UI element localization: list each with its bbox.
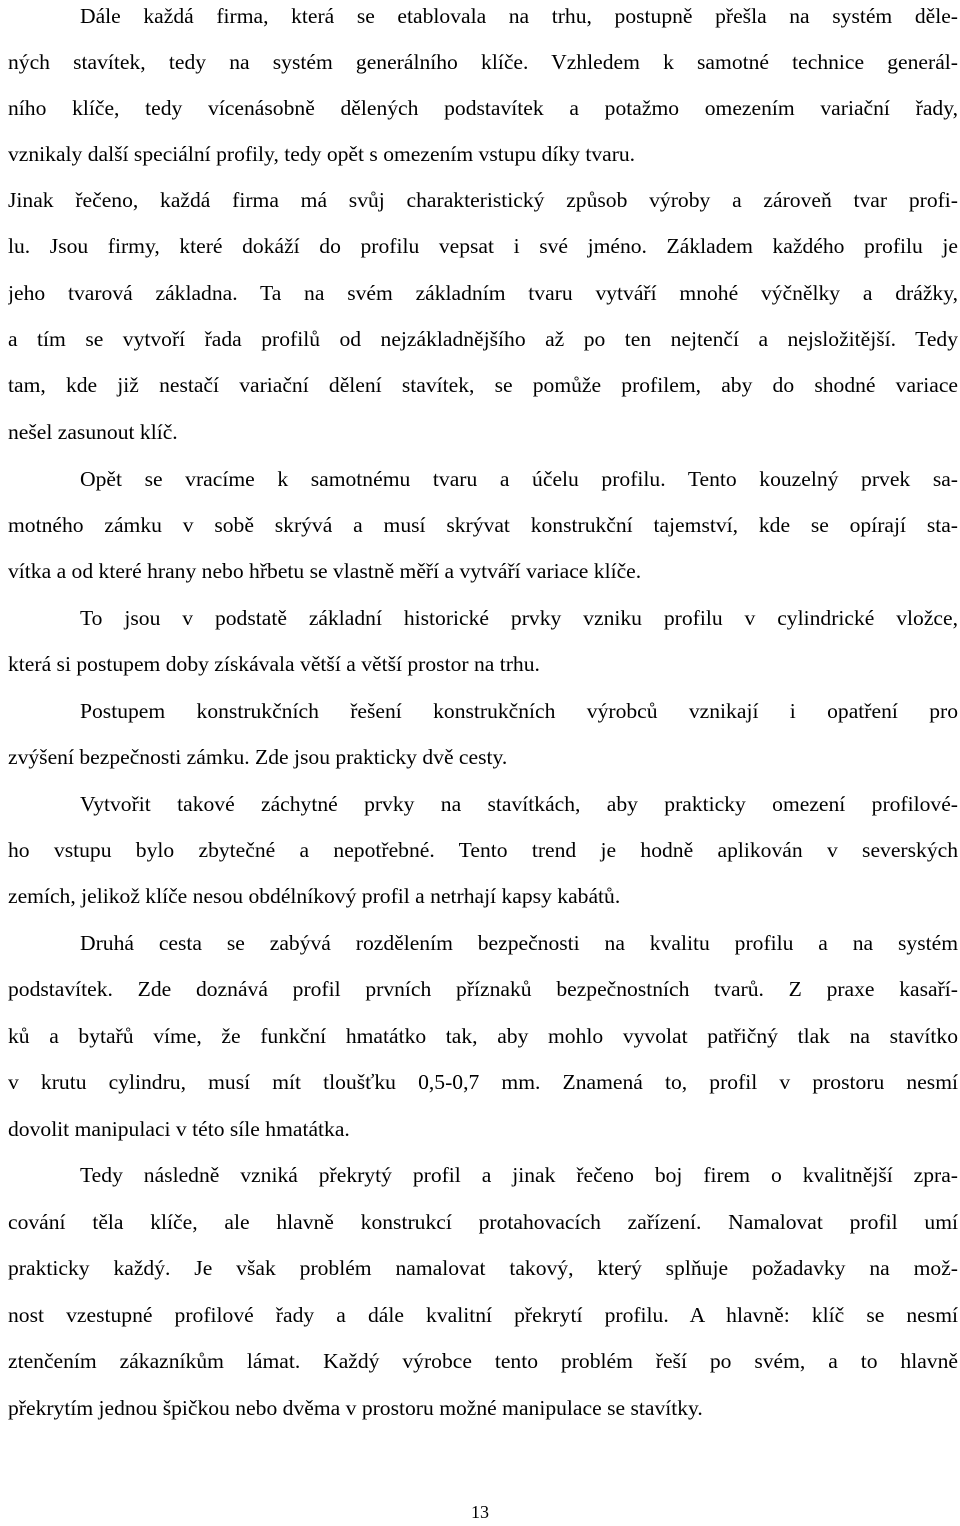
- text-line: zemích, jelikož klíče nesou obdélníkový profil a netrhají kapsy kabátů.: [8, 884, 621, 908]
- text-line: ního klíče, tedy vícenásobně dělených podstavítek a potažmo omezením variační řady,: [8, 96, 958, 120]
- text-line: která si postupem doby získávala větší a větší prostor na trhu.: [8, 652, 540, 676]
- text-line: Jinak řečeno, každá firma má svůj charakteristický způsob výroby a zároveň tvar profi-: [8, 188, 958, 212]
- text-line: dovolit manipulaci v této síle hmatátka.: [8, 1117, 350, 1141]
- text-line: ho vstupu bylo zbytečné a nepotřebné. Tento trend je hodně aplikován v severských: [8, 838, 958, 862]
- text-line: motného zámku v sobě skrývá a musí skrývat konstrukční tajemství, kde se opírají sta-: [8, 513, 958, 537]
- text-line: Opět se vracíme k samotnému tvaru a účelu profilu. Tento kouzelný prvek sa-: [80, 467, 958, 491]
- text-line: nešel zasunout klíč.: [8, 420, 178, 444]
- text-line: v krutu cylindru, musí mít tloušťku 0,5-0,7 mm. Znamená to, profil v prostoru nesmí: [8, 1070, 958, 1094]
- text-line: Dále každá firma, která se etablovala na trhu, postupně přešla na systém děle-: [80, 4, 958, 28]
- text-line: ztenčením zákazníkům lámat. Každý výrobce tento problém řeší po svém, a to hlavně: [8, 1349, 958, 1373]
- text-line: a tím se vytvoří řada profilů od nejzákladnějšího až po ten nejtenčí a nejsložitější. Tedy: [8, 327, 958, 351]
- text-line: Postupem konstrukčních řešení konstrukčních výrobců vznikají i opatření pro: [80, 699, 958, 723]
- text-line: jeho tvarová základna. Ta na svém základním tvaru vytváří mnohé výčnělky a drážky,: [8, 281, 958, 305]
- text-line: ků a bytařů víme, že funkční hmatátko tak, aby mohlo vyvolat patřičný tlak na stavítko: [8, 1024, 958, 1048]
- text-line: To jsou v podstatě základní historické prvky vzniku profilu v cylindrické vložce,: [80, 606, 958, 630]
- text-line: zvýšení bezpečnosti zámku. Zde jsou prakticky dvě cesty.: [8, 745, 508, 769]
- text-line: vítka a od které hrany nebo hřbetu se vlastně měří a vytváří variace klíče.: [8, 559, 642, 583]
- text-line: podstavítek. Zde doznává profil prvních příznaků bezpečnostních tvarů. Z praxe kasaří-: [8, 977, 958, 1001]
- text-line: lu. Jsou firmy, které dokáží do profilu vepsat i své jméno. Základem každého profilu je: [8, 234, 958, 258]
- text-line: nost vzestupné profilové řady a dále kvalitní překrytí profilu. A hlavně: klíč se nesmí: [8, 1303, 958, 1327]
- text-line: Druhá cesta se zabývá rozdělením bezpečnosti na kvalitu profilu a na systém: [80, 931, 958, 955]
- text-line: Vytvořit takové záchytné prvky na stavítkách, aby prakticky omezení profilové-: [80, 792, 958, 816]
- text-line: cování těla klíče, ale hlavně konstrukcí protahovacích zařízení. Namalovat profil umí: [8, 1210, 958, 1234]
- text-line: prakticky každý. Je však problém namalovat takový, který splňuje požadavky na mož-: [8, 1256, 958, 1280]
- text-line: překrytím jednou špičkou nebo dvěma v prostoru možné manipulace se stavítky.: [8, 1396, 703, 1420]
- text-line: Tedy následně vzniká překrytý profil a jinak řečeno boj firem o kvalitnější zpra-: [80, 1163, 958, 1187]
- document-page: [8, 0, 958, 1526]
- text-line: ných stavítek, tedy na systém generálního klíče. Vzhledem k samotné technice generál-: [8, 50, 958, 74]
- text-line: tam, kde již nestačí variační dělení stavítek, se pomůže profilem, aby do shodné variace: [8, 373, 958, 397]
- page-number: 13: [471, 1502, 489, 1522]
- text-line: vznikaly další speciální profily, tedy opět s omezením vstupu díky tvaru.: [8, 142, 636, 166]
